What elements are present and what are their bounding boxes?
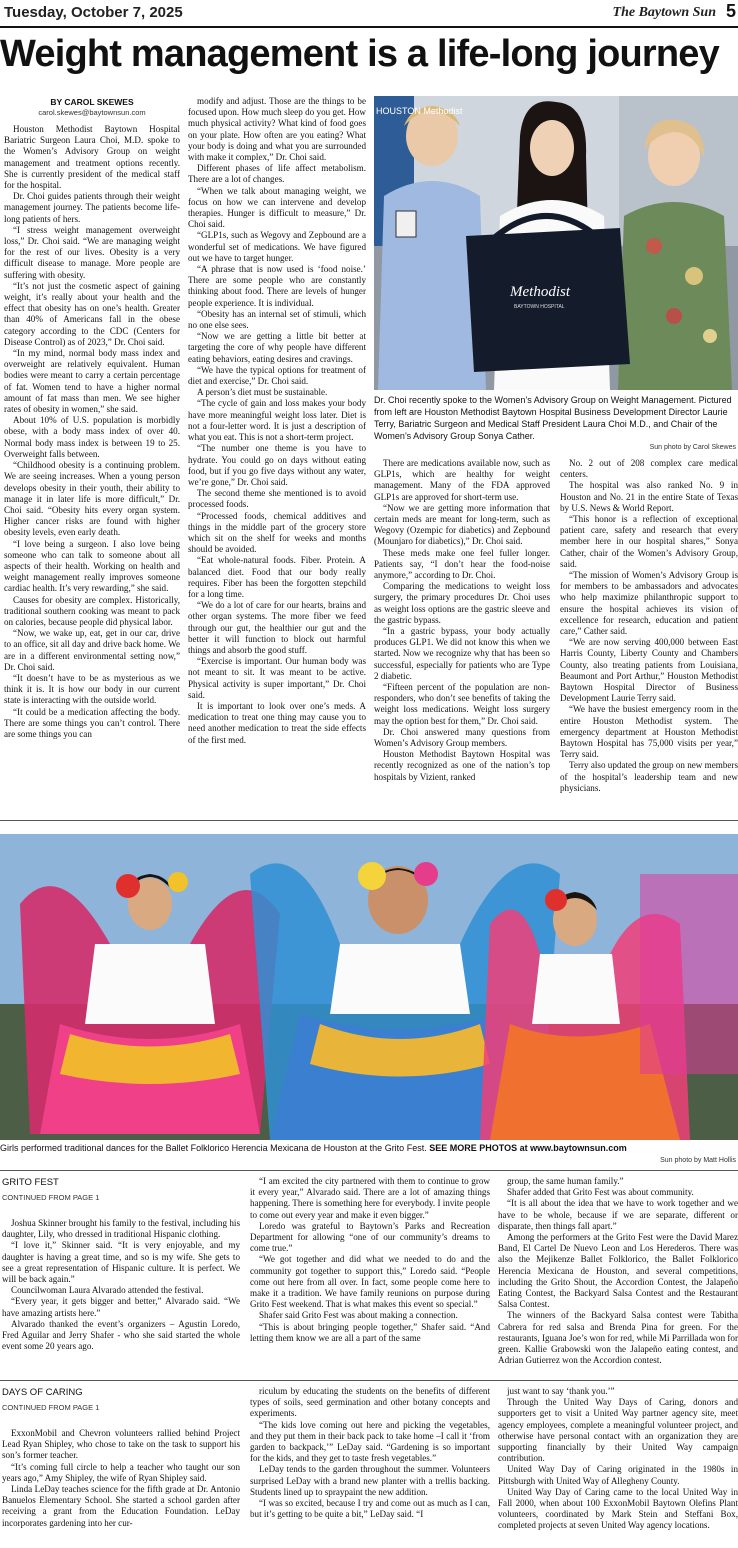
- paragraph: Terry also updated the group on new members of the hospital’s leadership team and new physicians.: [560, 760, 738, 793]
- paragraph: ExxonMobil and Chevron volunteers rallied behind Project Lead Ryan Shipley, who chose to take on the task to support his son’s former teacher.: [2, 1428, 240, 1461]
- paragraph: “Now we are getting a little bit better at targeting the core of why people have different eating behaviors, eating desires and cravings.: [188, 331, 366, 364]
- lead-column-4: [560, 458, 738, 814]
- page-number: 5: [725, 1, 736, 21]
- paragraph: Alvarado thanked the event’s organizers – Agustin Loredo, Fred Aguilar and Jerry Shafer - who she said started the whole event some 20 years ago.: [2, 1318, 240, 1352]
- headline: Weight management is a life-long journey: [0, 33, 719, 75]
- header-rule: [0, 26, 738, 28]
- paragraph: Causes for obesity are complex. Historically, traditional southern cooking was meant to pack on calories, because people did physical labor.: [4, 594, 180, 627]
- photo-illustration: [374, 96, 738, 390]
- paragraph: About 10% of U.S. population is morbidly obese, with a body mass index of over 40. Normal body mass index is between 19 to 25. Overweight falls between.: [4, 415, 180, 459]
- paragraph: “The kids love coming out here and picking the vegetables, and they put them in their back pack to take home –I call it ‘from garden to backpack,’” LeDay said. “Gardening is so important for the kids, and they get to taste fresh vegetables.”: [250, 1419, 490, 1464]
- dancers-illustration: [0, 834, 738, 1140]
- paragraph: “In my mind, normal body mass index and overweight are relatively equivalent. Human bodies were meant to carry a certain percentage of fat. Women tend to have a higher normal amount of fat mass than men. We see higher rates of obesity in women,” she said.: [4, 348, 180, 415]
- see-more-photos-link[interactable]: SEE MORE PHOTOS at www.baytownsun.com: [429, 1143, 627, 1153]
- caring-continued: CONTINUED FROM PAGE 1: [2, 1403, 100, 1412]
- paragraph: These meds make one feel fuller longer. Patients say, “I don’t hear the food-noise anymore,” according to Dr. Choi.: [374, 547, 550, 581]
- paragraph: “Fifteen percent of the population are non-responders, who don’t see benefits of taking the weight loss medications. Weight loss surgery may the option best for them,” Dr. Choi said.: [374, 682, 550, 726]
- paragraph: Shafer said Grito Fest was about making a connection.: [259, 1310, 458, 1321]
- dancers-caption: [0, 1142, 738, 1156]
- photo-credit: Sun photo by Carol Skewes: [649, 444, 736, 451]
- paragraph: United Way Day of Caring came to the local United Way in Fall 2000, when about 100 ExxonMobil Baytown Olefins Plant volunteers, coordinated by Mark Stein and Steffani Box, completed projects at seven United Way agency locations.: [498, 1486, 738, 1531]
- paragraph: “I was so excited, because I try and come out as much as I can, but it’s getting to be quite a bit,” LeDay said. “I: [250, 1498, 490, 1520]
- paragraph: “I love being a surgeon. I also love being someone who can talk to someone about all aspects of their health. Working on health and weight management really improves someone cardiac health. It’s very rewarding,” she said.: [4, 538, 180, 594]
- paragraph: group, the same human family.”: [507, 1176, 624, 1186]
- section-rule-2: [0, 1170, 738, 1171]
- paragraph: “Childhood obesity is a continuing problem. We are seeing increases. When a young person develops obesity in their youth, their ability to manage it in later life is more difficult,” Dr. Choi said. “Obesity hits every organ system. Higher cancer risks are found with higher obesity levels, even early death.: [4, 460, 180, 538]
- paragraph: No. 2 out of 208 complex care medical centers.: [560, 458, 738, 480]
- paragraph: Dr. Choi answered many questions from Women’s Advisory Group members.: [374, 726, 550, 749]
- section-rule-3: [0, 1380, 738, 1381]
- paragraph: “Obesity has an internal set of stimuli, which no one else sees.: [188, 308, 366, 331]
- grito-continued: CONTINUED FROM PAGE 1: [2, 1193, 100, 1202]
- paragraph: “In a gastric bypass, your body actually produces GLP1. We did not know this when we started. Now we recognize why that has been so successful, especially for patients who are Type 2 diabetic.: [374, 626, 550, 681]
- paragraph: “We got together and did what we needed to do and the community got together to support this,” Loredo said. “People come out here from all over. In fact, some people come here to make it a tradition. We have family reunions on purpose during Grito Fest weekend. That is what makes this event so special.”: [250, 1254, 490, 1310]
- paragraph: “We do a lot of care for our hearts, brains and other organ systems. The more fiber we feed through our gut, the healthier our gut and the better it will function to block out harmful things and absorb the good stuff.: [188, 600, 366, 655]
- paragraph: The hospital was also ranked No. 9 in Houston and No. 21 in the entire State of Texas by U.S. News & World Report.: [560, 480, 738, 513]
- dancers-photo-credit: Sun photo by Matt Hollis: [660, 1157, 736, 1164]
- paragraph: A person’s diet must be sustainable.: [197, 387, 328, 398]
- paragraph: “Exercise is important. Our human body was not meant to sit. It was meant to be active. Physical activity is super important,” Dr. Choi said.: [188, 656, 366, 700]
- paragraph: “We are now serving 400,000 between East Harris County, Liberty County and Chambers County, also treating patients from Louisiana, Beaumont and Port Arthur,” Houston Methodist Baytown Hospital Director of Business Development Laurie Terry said.: [560, 637, 738, 704]
- author-email[interactable]: carol.skewes@baytownsun.com: [38, 108, 146, 117]
- paragraph: “The cycle of gain and loss makes your body have more meaningful weight loss later. Diet is not a four-letter word. It is just a description of what you eat. This is not a short-term project.: [188, 398, 366, 443]
- paragraph: “When we talk about managing weight, we focus on how we can intervene and develop therapies. Hunger is difficult to measure,” Dr. Choi said.: [188, 185, 366, 230]
- caring-column-2: [250, 1386, 490, 1546]
- lead-column-1: [4, 124, 180, 814]
- section-rule-1: [0, 820, 738, 821]
- lead-column-2: [188, 96, 366, 814]
- paragraph: Shafer added that Grito Fest was about community.: [507, 1187, 694, 1198]
- paragraph: Houston Methodist Baytown Hospital Bariatric Surgeon Laura Choi, M.D. spoke to the Women’s Advisory Group on weight management and treatment options recently. She is currently president of the medical staff for the hospital.: [4, 124, 180, 191]
- grito-column-2: [250, 1176, 490, 1376]
- paragraph: “GLP1s, such as Wegovy and Zepbound are a wonderful set of medications. We have figured out we have to target hunger.: [188, 230, 366, 263]
- grito-column-3: [498, 1176, 738, 1376]
- photo-caption: Dr. Choi recently spoke to the Women’s Advisory Group on Weight Management. Pictured from left are Houston Methodist Baytown Hospital Business Development Director Laurie Terry, Bariatric Surgeon and Medical Staff President Laura Choi M.D., and Chair of the Women’s Advisory Group Sonya Cather.: [374, 395, 732, 441]
- paragraph: United Way Day of Caring originated in the 1980s in Pittsburgh with United Way of Allegheny County.: [498, 1464, 738, 1486]
- paragraph: LeDay tends to the garden throughout the summer. Volunteers surprised LeDay with a brand new planter with a trellis backing. Students lined up to spraypaint the new addition.: [250, 1464, 490, 1497]
- paragraph: Councilwoman Laura Alvarado attended the festival.: [11, 1285, 204, 1296]
- byline: BY CAROL SKEWES: [50, 97, 134, 107]
- paragraph: “It’s not just the cosmetic aspect of gaining weight, it’s really about your health and the effect that obesity has on one’s health. Greater than 40% of Americans fall in the obese category according to the CDC (Centers for Disease Control) as of 2023,” Dr. Choi said.: [4, 280, 180, 347]
- masthead-brand: The Baytown Sun: [612, 5, 716, 20]
- paragraph: “We have the typical options for treatment of diet and exercise,” Dr. Choi said.: [188, 364, 366, 387]
- paragraph: “Every year, it gets bigger and better,” Alvarado said. “We have amazing artists here.”: [2, 1296, 240, 1318]
- paragraph: The winners of the Backyard Salsa contest were Tabitha Cabrera for red salsa and Brenda Pina for green. For the restaurants, Iguana Joe’s won for red, while Mi Parrillada won for green. Kallie Grabowski won the Jalapeño eating contest, and Adrian Gutierrez won the Accordion contest.: [498, 1310, 738, 1366]
- paragraph: “I am excited the city partnered with them to continue to grow it every year,” Alvarado said. There are a lot of amazing things happening. There is something here for everybody. I invite people to come out every year and make it even bigger.”: [250, 1176, 490, 1220]
- women-advisory-group-photo: [374, 96, 738, 390]
- paragraph: Joshua Skinner brought his family to the festival, including his daughter, Lily, who dressed in traditional Hispanic clothing.: [2, 1218, 240, 1240]
- paragraph: Through the United Way Days of Caring, donors and supporters get to visit a United Way partner agency site, meet agency employees, complete a meaningful volunteer project, and otherwise have personal contact with an organization they are supporting financially by their United Way campaign contribution.: [498, 1397, 738, 1464]
- bag-logo-sub: BAYTOWN HOSPITAL: [514, 304, 565, 310]
- issue-date: Tuesday, October 7, 2025: [4, 4, 183, 21]
- paragraph: Different phases of life affect metabolism. There are a lot of changes.: [188, 163, 366, 185]
- paragraph: “It doesn’t have to be as mysterious as we think it is. It is how our body in our current state is interacting with the outside world.: [4, 672, 180, 706]
- dancers-caption-text: Girls performed traditional dances for the Ballet Folklorico Herencia Mexicana de Houston at the Grito Fest.: [0, 1143, 427, 1153]
- paragraph: “Now, we wake up, eat, get in our car, drive to an office, sit all day and drive back home. We are in a different environmental setting now,” Dr. Choi said.: [4, 628, 180, 672]
- paragraph: “I love it,” Skinner said. “It is very enjoyable, and my daughter is having a great time, and so is my wife. She gets to see a great representation of Hispanic culture. It is perfect. We will be back again.”: [2, 1240, 240, 1285]
- grito-fest-dancers-photo: [0, 834, 738, 1140]
- paragraph: “Eat whole-natural foods. Fiber. Protein. A balanced diet. Food that our body really requires. Fiber has been the forgotten stepchild for a long time.: [188, 555, 366, 599]
- paragraph: Loredo was grateful to Baytown’s Parks and Recreation Department for allowing “one of our community’s dreams to come true.”: [250, 1220, 490, 1254]
- grito-fest-heading: GRITO FEST: [2, 1177, 59, 1188]
- paragraph: “This honor is a reflection of exceptional patient care, safety and research that every member here in our hospital shares,” Sonya Cather, chair of the Women’s Advisory Group, said.: [560, 514, 738, 569]
- bag-logo: Methodist: [510, 284, 570, 300]
- paragraph: “We have the busiest emergency room in the entire Houston Methodist system. The emergency department at Houston Methodist Baytown Hospital has 75,000 visits per year,” Terry said.: [560, 704, 738, 760]
- paragraph: Dr. Choi guides patients through their weight management journey. The patients become life-long patients of hers.: [4, 191, 180, 224]
- grito-column-1: [2, 1218, 240, 1376]
- paragraph: There are medications available now, such as GLP1s, which are healthy for weight management. Many of the FDA approved GLP1s are approved for short-term use.: [374, 458, 550, 502]
- wall-banner: HOUSTON Methodist: [376, 106, 463, 116]
- paragraph: Linda LeDay teaches science for the fifth grade at Dr. Antonio Banuelos Elementary School. She started a school garden after receiving a grant from the Education Foundation. LeDay incorporates gardening into her cur-: [2, 1484, 240, 1528]
- lead-column-3: [374, 458, 550, 814]
- paragraph: “This is about bringing people together,” Shafer said. “And letting them know we are all a part of the same: [250, 1321, 490, 1343]
- paragraph: “A phrase that is now used is ‘food noise.’ There are some people who are constantly thinking about food. There are levels of hunger people experience. It is individual.: [188, 264, 366, 308]
- paragraph: “Now we are getting more information that certain meds are meant for long-term, such as Wegovy (Ozempic for diabetics) and Zepbound (Mounjaro for diabetics),” Dr. Choi said.: [374, 502, 550, 547]
- caring-column-3: [498, 1386, 738, 1546]
- paragraph: “It is all about the idea that we have to work together and we have to be whole, because if we are separate, different or disparate, then things fall apart.”: [498, 1198, 738, 1231]
- caring-column-1: [2, 1428, 240, 1546]
- paragraph: “It’s coming full circle to help a teacher who taught our son years ago,” Amy Shipley, the wife of Ryan Shipley said.: [2, 1461, 240, 1483]
- days-of-caring-heading: DAYS OF CARING: [2, 1387, 83, 1398]
- paragraph: The second theme she mentioned is to avoid processed foods.: [188, 488, 366, 510]
- paragraph: “I stress weight management overweight loss,” Dr. Choi said. “We are managing weight for the rest of our lives. Obesity is a very difficult disease to manage. More people are suffering with obesity.: [4, 224, 180, 280]
- paragraph: Houston Methodist Baytown Hospital was recently recognized as one of the nation’s top hospitals by Vizient, ranked: [374, 749, 550, 782]
- paragraph: “Processed foods, chemical additives and things in the middle part of the grocery store which sit on the shelf for weeks and months should be avoided.: [188, 510, 366, 555]
- paragraph: It is important to look over one’s meds. A medication to treat one thing may cause you to need another medication to treat the side effects of the first med.: [188, 700, 366, 745]
- paragraph: riculum by educating the students on the benefits of different types of soils, seed germination and other botany concepts and experiments.: [250, 1386, 490, 1419]
- paragraph: modify and adjust. Those are the things to be focused upon. How much sleep do you get. How much physical activity? What kind of food goes on your plate. How often are you eating? What your body is doing and what you are surrounded with make it complex,” Dr. Choi said.: [188, 96, 366, 163]
- paragraph: “The number one theme is you have to hydrate. You could go on days without eating food, but if you go five days without any water, we’re gone,” Dr. Choi said.: [188, 443, 366, 487]
- paragraph: Among the performers at the Grito Fest were the David Marez Band, El Cartel De Nuevo Leon and Los Herederos. There was also the Mejikenze Ballet Folklorico, the Ballet Folklorico Herencia Mexicana de Houston, and several competitions, including the Grito Shout, the Accordion Contest, the Jalapeño Eating Contest, the Backyard Salsa Contest and the Restaurant Salsa Contest.: [498, 1232, 738, 1310]
- paragraph: “The mission of Women’s Advisory Group is for members to be ambassadors and advocates who help maximize philanthropic support to ensure the hospital achieves its vision of excellence for research, education and patient care,” Cather said.: [560, 570, 738, 637]
- paragraph: “It could be a medication affecting the body. There are some things you can’t control. There are some things you can: [4, 706, 180, 739]
- paragraph: Comparing the medications to weight loss surgery, the primary procedures Dr. Choi uses as weight loss options are the gastric sleeve and the gastric bypass.: [374, 581, 550, 625]
- paragraph: just want to say ‘thank you.’”: [507, 1386, 615, 1396]
